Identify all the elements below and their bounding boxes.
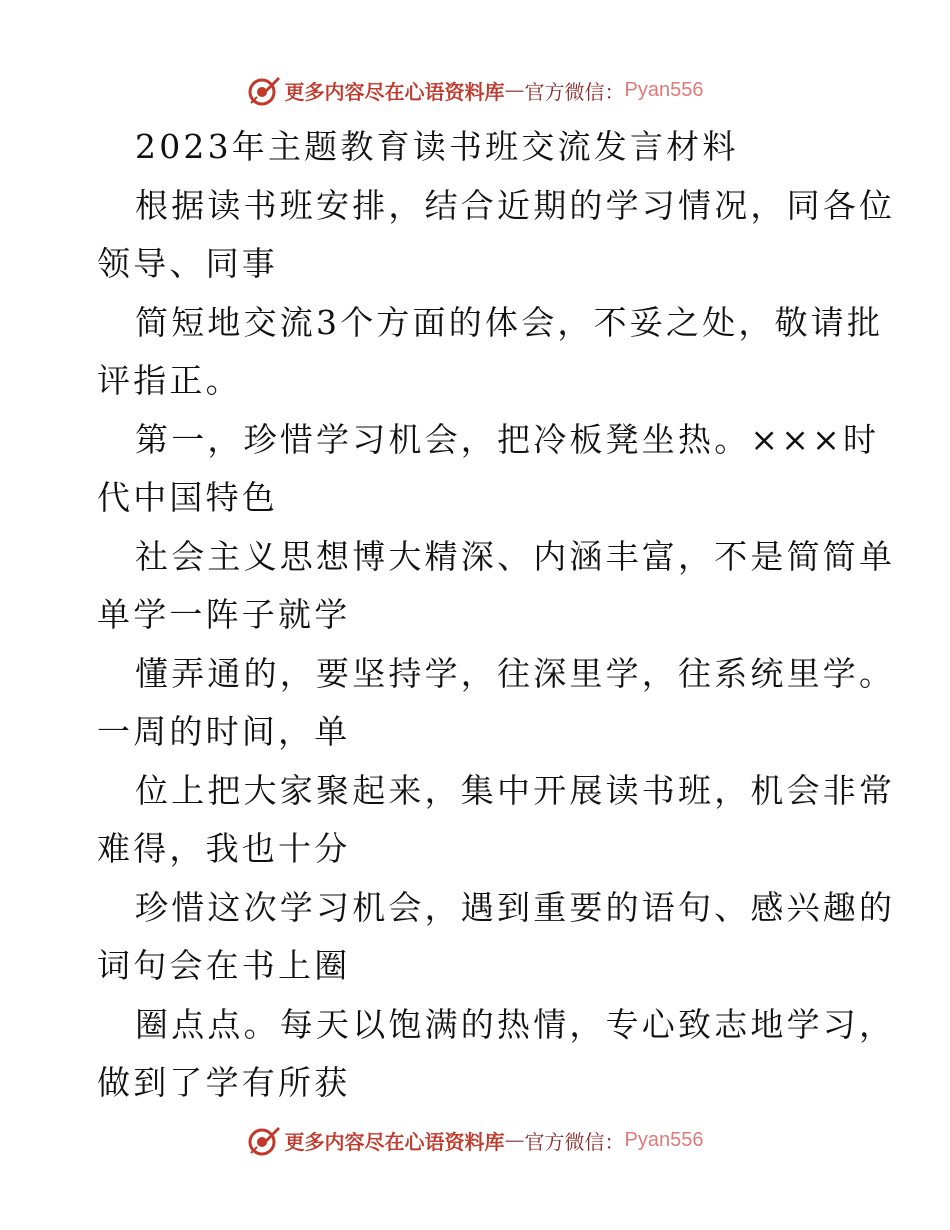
pen-logo-icon xyxy=(247,73,281,107)
text-line: 懂弄通的，要坚持学，往深里学，往系统里学。 xyxy=(135,653,896,693)
document-body xyxy=(97,118,896,1113)
watermark-brand: 更多内容尽在心语资料库 xyxy=(284,79,505,104)
watermark-wechat-id: Pyan556 xyxy=(624,1128,704,1151)
watermark-wechat-id: Pyan556 xyxy=(624,78,704,101)
watermark-dash: — xyxy=(504,78,525,102)
text-line: 评指正。 xyxy=(97,361,242,400)
text-line: 社会主义思想博大精深、内涵丰富，不是简简单 xyxy=(135,536,896,576)
pen-logo-icon xyxy=(247,1123,281,1157)
text-line: 第一，珍惜学习机会，把冷板凳坐热。×××时 xyxy=(135,419,880,459)
watermark-wechat-label: 官方微信： xyxy=(524,79,625,104)
footer-watermark xyxy=(0,1120,950,1160)
document-title: 2023年主题教育读书班交流发言材料 xyxy=(135,127,739,166)
text-line: 简短地交流3个方面的体会，不妥之处，敬请批 xyxy=(135,302,884,342)
text-line: 位上把大家聚起来，集中开展读书班，机会非常 xyxy=(135,770,896,810)
watermark-brand: 更多内容尽在心语资料库 xyxy=(284,1129,505,1154)
text-line: 根据读书班安排，结合近期的学习情况，同各位 xyxy=(135,185,896,225)
text-line: 圈点点。每天以饱满的热情，专心致志地学习， xyxy=(135,1004,896,1044)
watermark-wechat-label: 官方微信： xyxy=(524,1129,625,1154)
text-line: 单学一阵子就学 xyxy=(97,595,351,634)
text-line: 珍惜这次学习机会，遇到重要的语句、感兴趣的 xyxy=(135,887,896,927)
text-line: 难得，我也十分 xyxy=(97,829,351,868)
text-line: 一周的时间，单 xyxy=(97,712,351,751)
text-line: 词句会在书上圈 xyxy=(97,946,351,985)
text-line: 领导、同事 xyxy=(97,244,278,283)
text-line: 代中国特色 xyxy=(97,478,278,517)
text-line: 做到了学有所获 xyxy=(97,1063,351,1102)
watermark-dash: — xyxy=(504,1128,525,1152)
header-watermark xyxy=(0,70,950,110)
